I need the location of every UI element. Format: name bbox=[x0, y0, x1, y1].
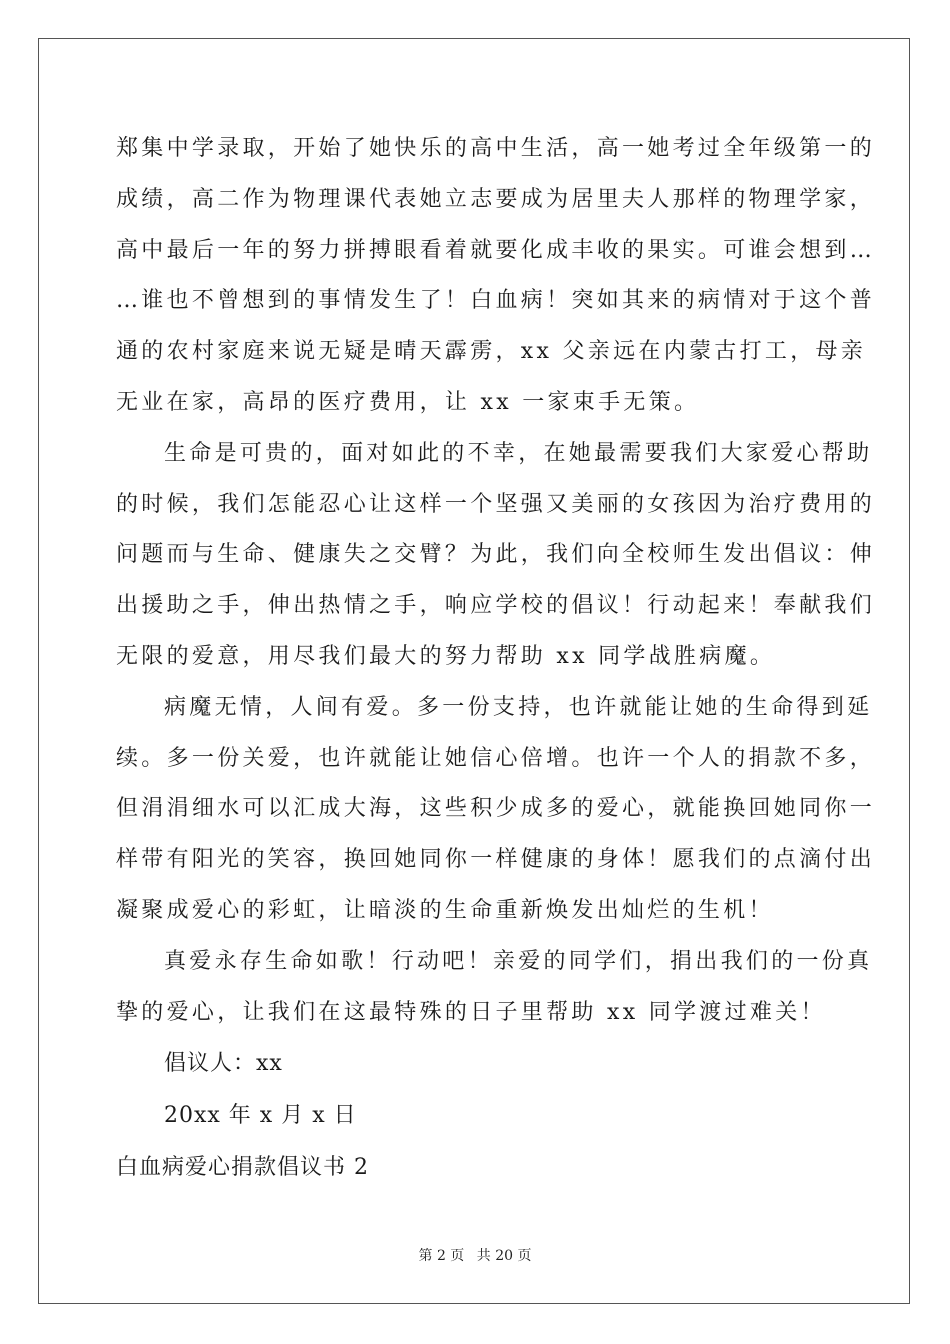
body-line: 的时候，我们怎能忍心让这样一个坚强又美丽的女孩因为治疗费用的 bbox=[116, 491, 876, 517]
body-line: 病魔无情，人间有爱。多一份支持，也许就能让她的生命得到延 bbox=[164, 694, 873, 720]
page-total: 共 20 页 bbox=[476, 1248, 532, 1264]
document-body bbox=[116, 124, 876, 1194]
body-line: 真爱永存生命如歌！行动吧！亲爱的同学们，捐出我们的一份真 bbox=[164, 948, 873, 974]
body-line: 无业在家，高昂的医疗费用，让 xx 一家束手无策。 bbox=[116, 389, 700, 415]
body-line: 通的农村家庭来说无疑是晴天霹雳，xx 父亲远在内蒙古打工，母亲 bbox=[116, 339, 867, 365]
initiator-line: 倡议人：xx bbox=[164, 1051, 283, 1077]
body-line: 生命是可贵的，面对如此的不幸，在她最需要我们大家爱心帮助 bbox=[164, 440, 873, 466]
body-line: 凝聚成爱心的彩虹，让暗淡的生命重新焕发出灿烂的生机！ bbox=[116, 897, 774, 923]
body-line: 样带有阳光的笑容，换回她同你一样健康的身体！愿我们的点滴付出 bbox=[116, 847, 876, 873]
next-section-heading: 白血病爱心捐款倡议书 2 bbox=[116, 1155, 369, 1181]
body-line: 挚的爱心，让我们在这最特殊的日子里帮助 xx 同学渡过难关！ bbox=[116, 999, 826, 1025]
body-line: 出援助之手，伸出热情之手，响应学校的倡议！行动起来！奉献我们 bbox=[116, 593, 876, 619]
body-line: …谁也不曾想到的事情发生了！白血病！突如其来的病情对于这个普 bbox=[116, 288, 876, 314]
body-line: 问题而与生命、健康失之交臂？为此，我们向全校师生发出倡议：伸 bbox=[116, 542, 876, 568]
body-line: 成绩，高二作为物理课代表她立志要成为居里夫人那样的物理学家， bbox=[116, 186, 876, 212]
body-line: 郑集中学录取，开始了她快乐的高中生活，高一她考过全年级第一的 bbox=[116, 136, 876, 161]
body-line: 无限的爱意，用尽我们最大的努力帮助 xx 同学战胜病魔。 bbox=[116, 643, 776, 669]
body-line: 续。多一份关爱，也许就能让她信心倍增。也许一个人的捐款不多， bbox=[116, 745, 876, 771]
date-line: 20xx 年 x 月 x 日 bbox=[164, 1103, 357, 1129]
page-number: 第 2 页 bbox=[418, 1248, 465, 1264]
body-line: 高中最后一年的努力拼搏眼看着就要化成丰收的果实。可谁会想到… bbox=[116, 237, 876, 263]
page-footer bbox=[0, 1245, 950, 1265]
body-line: 但涓涓细水可以汇成大海，这些积少成多的爱心，就能换回她同你一 bbox=[116, 796, 876, 822]
